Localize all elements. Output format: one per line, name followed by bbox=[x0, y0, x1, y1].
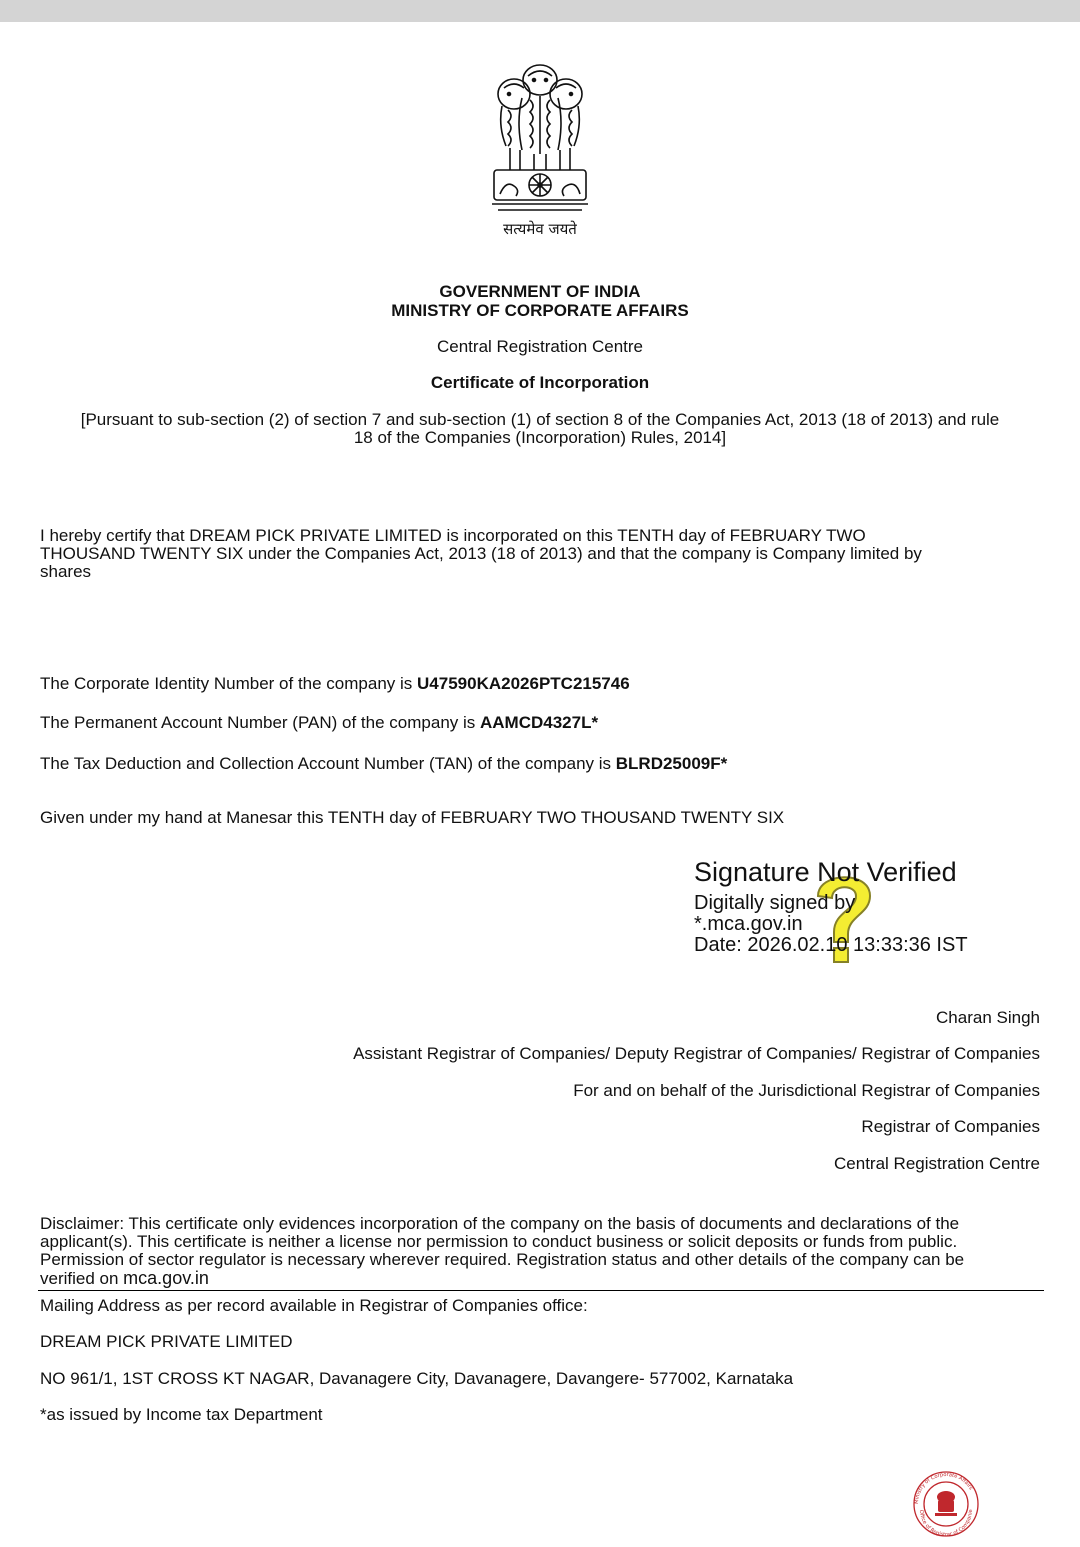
disclaimer-line-2: applicant(s). This certificate is neither a license nor permission to conduct business or solicit deposits or funds from public. bbox=[40, 1232, 958, 1251]
certify-line-2: THOUSAND TWENTY SIX under the Companies Act, 2013 (18 of 2013) and that the company is Company limited by bbox=[40, 544, 922, 563]
government-heading: GOVERNMENT OF INDIA bbox=[439, 282, 641, 301]
tan-value: BLRD25009F* bbox=[615, 754, 728, 773]
tan-label: The Tax Deduction and Collection Account Number (TAN) of the company is bbox=[40, 754, 616, 773]
signature-status: Signature Not Verified bbox=[694, 857, 957, 887]
seal-text-bottom: Office of Registrar of Companie bbox=[917, 1509, 975, 1538]
emblem-motto: सत्यमेव जयते bbox=[503, 220, 577, 238]
seal-text-top: Ministry of Corporate Affairs bbox=[913, 1471, 974, 1505]
signatory-office: Registrar of Companies bbox=[861, 1117, 1040, 1136]
cin-value: U47590KA2026PTC215746 bbox=[417, 674, 630, 693]
certify-paragraph bbox=[40, 527, 1040, 581]
pursuant-line-1: [Pursuant to sub-section (2) of section 7 and sub-section (1) of section 8 of the Companies Act, 2013 (18 of 2013) and rule bbox=[80, 410, 1000, 429]
mca-link[interactable]: mca.gov.in bbox=[123, 1268, 209, 1288]
pan-label: The Permanent Account Number (PAN) of the company is bbox=[40, 713, 480, 732]
signatory-name: Charan Singh bbox=[936, 1008, 1040, 1027]
signatory-designation: Assistant Registrar of Companies/ Deputy Registrar of Companies/ Registrar of Companies bbox=[353, 1044, 1040, 1063]
divider bbox=[38, 1290, 1044, 1291]
signatory-behalf: For and on behalf of the Jurisdictional Registrar of Companies bbox=[573, 1081, 1040, 1100]
certify-line-3: shares bbox=[40, 562, 92, 581]
pan-value: AAMCD4327L* bbox=[480, 713, 599, 732]
disclaimer-verified-text: verified on bbox=[40, 1269, 124, 1288]
pan-line bbox=[40, 714, 1040, 732]
disclaimer-line-4 bbox=[40, 1269, 1040, 1288]
registration-centre: Central Registration Centre bbox=[437, 337, 643, 356]
mailing-heading: Mailing Address as per record available in Registrar of Companies office: bbox=[40, 1296, 588, 1315]
tan-line bbox=[40, 755, 1040, 773]
ministry-heading: MINISTRY OF CORPORATE AFFAIRS bbox=[391, 301, 689, 320]
disclaimer bbox=[40, 1215, 1040, 1288]
viewer-top-bar bbox=[0, 0, 1080, 22]
disclaimer-line-1: Disclaimer: This certificate only evidences incorporation of the company on the basis of documents and declarations of the bbox=[40, 1214, 960, 1233]
pursuant-line-2: 18 of the Companies (Incorporation) Rules, 2014] bbox=[353, 428, 727, 447]
signatory-centre: Central Registration Centre bbox=[834, 1154, 1040, 1173]
cin-line bbox=[40, 675, 1040, 693]
certificate-title: Certificate of Incorporation bbox=[430, 373, 650, 392]
signed-by: Digitally signed by bbox=[694, 892, 856, 914]
disclaimer-line-3: Permission of sector regulator is necessary wherever required. Registration status and other details of the company can be bbox=[40, 1250, 965, 1269]
signature-date: Date: 2026.02.10 13:33:36 IST bbox=[694, 934, 968, 956]
given-under-hand: Given under my hand at Manesar this TENTH day of FEBRUARY TWO THOUSAND TWENTY SIX bbox=[40, 808, 785, 827]
mailing-address: NO 961/1, 1ST CROSS KT NAGAR, Davanagere City, Davanagere, Davangere- 577002, Karnataka bbox=[40, 1369, 794, 1388]
income-tax-note: *as issued by Income tax Department bbox=[40, 1405, 323, 1424]
cin-label: The Corporate Identity Number of the company is bbox=[40, 674, 418, 693]
national-emblem-icon bbox=[484, 58, 596, 218]
certify-line-1: I hereby certify that DREAM PICK PRIVATE LIMITED is incorporated on this TENTH day of FEBRUARY TWO bbox=[40, 526, 866, 545]
mca-seal-icon bbox=[905, 1470, 987, 1538]
digital-signature-block[interactable] bbox=[694, 856, 994, 956]
mailing-company: DREAM PICK PRIVATE LIMITED bbox=[40, 1332, 293, 1351]
signer-domain: *.mca.gov.in bbox=[694, 913, 803, 935]
